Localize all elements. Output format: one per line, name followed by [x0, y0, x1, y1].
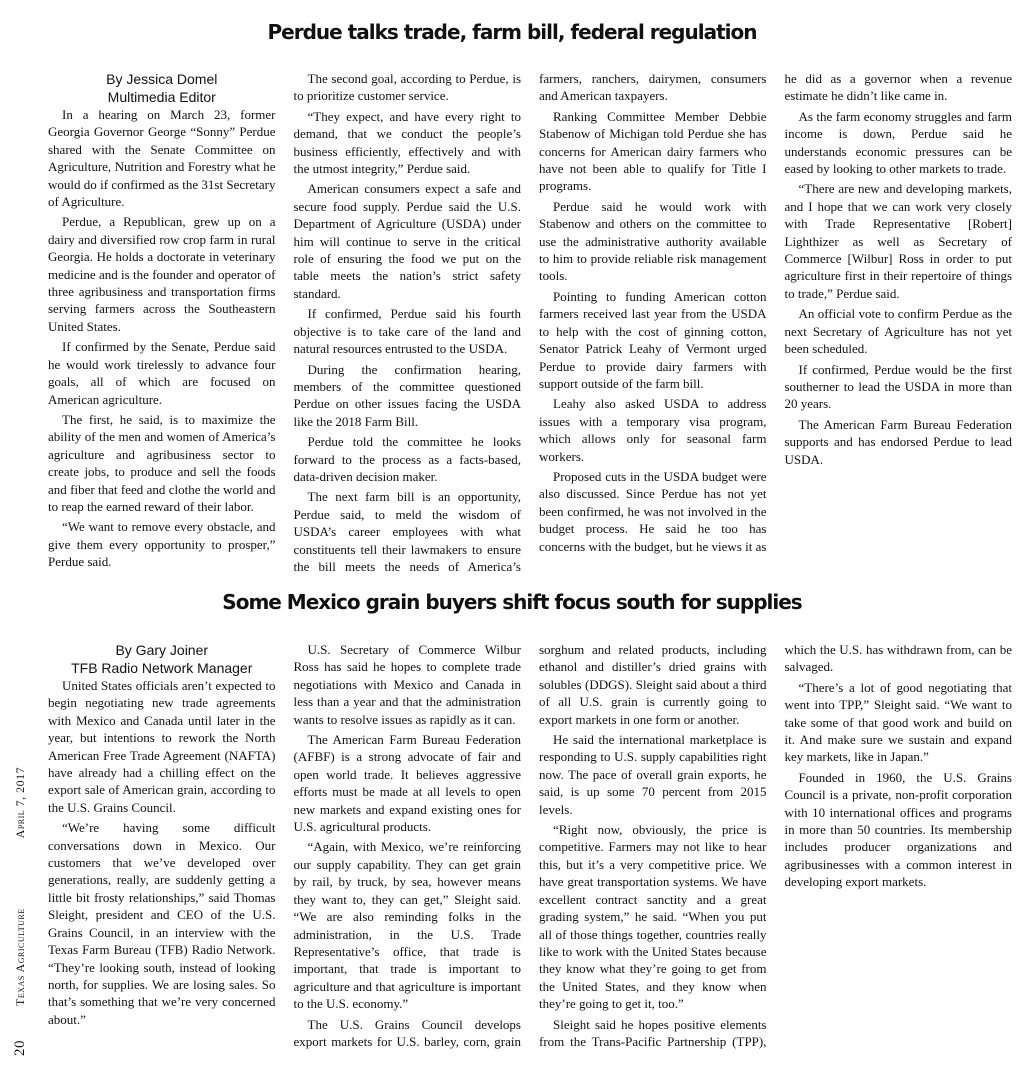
article2-paragraph: “There’s a lot of good negotiating that went into TPP,” Sleight said. “We want to take some of that good work and build on it. And make sure we sustain and expand key markets, like in Japan.”	[784, 679, 1012, 765]
article1-byline-name: By Jessica Domel	[106, 71, 218, 87]
article1-paragraph: If confirmed, Perdue said his fourth objective is to take care of the land and natural resources entrusted to the USDA.	[293, 306, 521, 357]
article2-body	[48, 641, 1012, 1053]
article1-paragraph: The next farm bill is an opportunity, Perdue said, to meld the wisdom of USDA’s career employees with what constituents tell their lawmakers to ensure the bill meets the needs of America’s farmers, ranchers, dairymen, consumers and American taxpayers.	[293, 71, 767, 574]
article1-paragraph: Pointing to funding American cotton farmers received last year from the USDA to help with the cost of ginning cotton, Senator Patrick Leahy of Vermont urged Perdue to provide dairy farmers with support outside of the farm bill.	[539, 288, 767, 391]
publication-name: Texas Agriculture	[13, 908, 27, 1006]
article1-paragraph: Leahy also asked USDA to address issues with a temporary visa program, which allows only for seasonal farm workers.	[539, 396, 767, 464]
issue-date: April 7, 2017	[13, 766, 27, 839]
article1-paragraph: During the confirmation hearing, members of the committee questioned Perdue on other issues facing the USDA like the 2018 Farm Bill.	[293, 361, 521, 429]
article2-paragraph: He said the international marketplace is responding to U.S. supply capabilities right now. The pace of overall grain exports, he said, is up some 70 percent from 2015 levels.	[539, 732, 767, 817]
article1-paragraph: If confirmed by the Senate, Perdue said he would work tirelessly to advance four goals, all of which are focused on American agriculture.	[48, 339, 276, 407]
article2-paragraph: United States officials aren’t expected to begin negotiating new trade agreements with Mexico and Canada until later in the year, but intentions to rework the North American Free Trade Agreement (NAFTA) have already had a chilling effect on the export sale of American grain, according to the U.S. Grains Council.	[48, 678, 276, 815]
article1-byline-title: Multimedia Editor	[107, 89, 216, 105]
article1-paragraph: The American Farm Bureau Federation supports and has endorsed Perdue to lead USDA.	[784, 416, 1012, 467]
article2-paragraph: Sleight said he hopes positive elements from the Trans-Pacific Partnership (TPP), which the U.S. has withdrawn from, can be salvaged.	[539, 642, 1012, 1049]
article2-headline: Some Mexico grain buyers shift focus south for supplies	[222, 590, 802, 614]
article1-paragraph: The first, he said, is to maximize the ability of the men and women of America’s agriculture and agribusiness sector to create jobs, to produce and sell the foods and fiber that feed and clothe the world and to reap the earned reward of their labor.	[48, 411, 276, 514]
article1-paragraph: An official vote to confirm Perdue as the next Secretary of Agriculture has not yet been scheduled.	[784, 306, 1012, 357]
article2-paragraph: “We’re having some difficult conversations down in Mexico. Our customers that we’ve developed over generations, really, are suddenly getting a little bit frosty relationships,” said Thomas Sleight, president and CEO of the U.S. Grains Council, in an interview with the Texas Farm Bureau (TFB) Radio Network. “They’re looking south, instead of looking north, for supplies. We are losing sales. So that’s something that we’re very concerned about.”	[48, 820, 276, 1027]
article1-paragraph: Perdue, a Republican, grew up on a dairy and diversified row crop farm in rural Georgia. He holds a doctorate in veterinary medicine and is the founder and operator of three agribusiness and transportation firms serving farmers across the Southeastern United States.	[48, 214, 276, 334]
article1-paragraph: American consumers expect a safe and secure food supply. Perdue said the U.S. Department of Agriculture (USDA) under him will continue to serve in the critical role of ensuring the food we put on the table meets the nation’s strict safety standard.	[293, 181, 521, 301]
article2-byline-title: TFB Radio Network Manager	[71, 660, 253, 676]
page-margin-info	[12, 767, 29, 1056]
article1-paragraph: As the farm economy struggles and farm income is down, Perdue said he understands economic pressures can be eased by looking to other markets to trade.	[784, 108, 1012, 177]
article1-paragraph: Perdue said he would work with Stabenow and others on the committee to use the administrative authority available to him to provide reliable risk management tools.	[539, 198, 767, 284]
article1-paragraph: Perdue told the committee he looks forward to the process as a facts-based, data-driven decision maker.	[293, 434, 521, 484]
article2-paragraph: The U.S. Grains Council develops export markets for U.S. barley, corn, grain sorghum and related products, including ethanol and distiller’s dried grains with solubles (DDGS). Sleight said about a third of all U.S. grain is currently going to export markets in one form or another.	[293, 642, 767, 1049]
article2-paragraph: The American Farm Bureau Federation (AFBF) is a strong advocate of fair and open world trade. It believes aggressive efforts must be made at all levels to open new markets and expand existing ones for U.S. agricultural products.	[293, 732, 521, 835]
article1-paragraph: The second goal, according to Perdue, is to prioritize customer service.	[293, 71, 521, 104]
article1-paragraph: In a hearing on March 23, former Georgia Governor George “Sonny” Perdue shared with the Senate Committee on Agriculture, Nutrition and Forestry what he would do if confirmed as the 31st Secretary of Agriculture.	[48, 107, 276, 210]
article2-paragraph: “Right now, obviously, the price is competitive. Farmers may not like to hear this, but it’s a very competitive price. We have great transportation systems. We have excellent contract sanctity and a great grading system,” he said. “When you put all of those things together, countries really like to work with the United States because they know what they’re going to get from the United States, and they know when they’re going to get it, too.”	[539, 822, 767, 1012]
article2-paragraph: “Again, with Mexico, we’re reinforcing our supply capability. They can get grain by rail, by truck, by sea, however means they want to, they can get,” Sleight said. “We are also reminding folks in the administration, in the U.S. Trade Representative’s office, that trade is important, that trade is important to agriculture and that agriculture is important to the U.S. economy.”	[293, 839, 521, 1012]
article1-paragraph: “We want to remove every obstacle, and give them every opportunity to prosper,” Perdue said.	[48, 519, 276, 570]
article1-paragraph: “They expect, and have every right to demand, that we conduct the people’s business efficiently, effectively and with the utmost integrity,” Perdue said.	[293, 108, 521, 177]
article2-paragraph: Founded in 1960, the U.S. Grains Council is a private, non-profit corporation with 10 international offices and programs in more than 50 countries. Its membership includes producer organizations and agribusinesses with a common interest in developing export markets.	[784, 769, 1012, 890]
article1-headline: Perdue talks trade, farm bill, federal regulation	[267, 20, 757, 44]
article2-paragraph: U.S. Secretary of Commerce Wilbur Ross has said he hopes to complete trade negotiations with Mexico and Canada in less than a year and that the administration wants to resolve issues as rapidly as it can.	[293, 642, 521, 727]
article1-paragraph: “There are new and developing markets, and I hope that we can work very closely with Trade Representative [Robert] Lighthizer as well as Secretary of Commerce [Wilbur] Ross in order to put agriculture first in their repertoire of things to trade,” Perdue said.	[784, 181, 1012, 301]
article1-body	[48, 70, 1012, 582]
page-number: 20	[12, 1040, 28, 1056]
article1-paragraph: Ranking Committee Member Debbie Stabenow of Michigan told Perdue she has concerns for American dairy farmers who have not been able to qualify for Title I programs.	[539, 108, 767, 194]
article1-paragraph: If confirmed, Perdue would be the first southerner to lead the USDA in more than 20 years.	[784, 361, 1012, 412]
article1-paragraph: Proposed cuts in the USDA budget were also discussed. Since Perdue has not yet been confirmed, he was not involved in the budget process. He said he too has concerns with the budget, but he views it as he did as a governor when a revenue estimate he didn’t like came in.	[539, 71, 1012, 554]
article2-byline-name: By Gary Joiner	[115, 642, 209, 658]
